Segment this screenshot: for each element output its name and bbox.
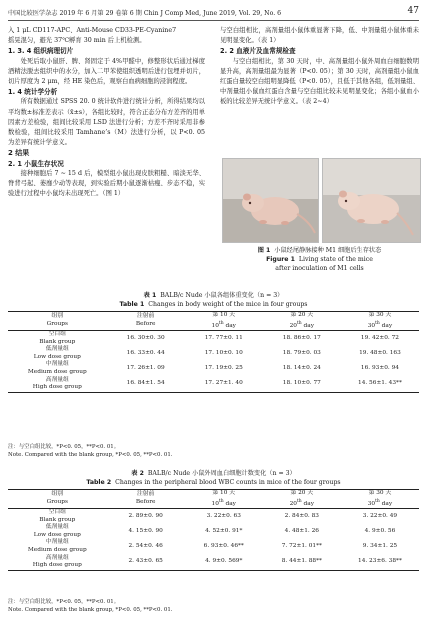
value-cell: 4. 9±0. 56 xyxy=(364,528,396,535)
table2-label-en: Table 2 xyxy=(86,478,112,486)
value-cell: 14. 56±1. 43** xyxy=(358,380,402,387)
table-header-cell: 注射前 Before xyxy=(135,313,156,328)
paragraph-2-1: 接种细胞后 7 ~ 15 d 后，模型组小鼠出现皮肤粗糙、暗淡无华、脊背弓起、萎靡少动等表现，到实验后期小鼠逐渐枯瘦、步态不稳，实验进行过程中小鼠均未出现死亡。（图 1） xyxy=(8,169,205,198)
value-cell: 6. 93±0. 46** xyxy=(203,543,244,550)
value-cell: 8. 44±1. 88** xyxy=(281,558,322,565)
section-heading-2: 2 结果 xyxy=(8,149,30,158)
value-cell: 14. 23±6. 38** xyxy=(358,558,402,565)
value-cell: 16. 30±0. 30 xyxy=(126,334,165,341)
figure-photo-left xyxy=(222,158,319,243)
table1 xyxy=(8,311,419,393)
table-row xyxy=(8,346,419,361)
table1-note xyxy=(8,444,419,459)
value-cell: 16. 33±0. 44 xyxy=(126,350,165,357)
running-header xyxy=(8,6,419,20)
table1-note-cn: 注：与空白组比较，*P<0. 05，**P<0. 01。 xyxy=(8,444,120,450)
mouse-photo-image xyxy=(323,159,420,242)
right-column xyxy=(220,26,419,108)
table-row xyxy=(8,509,419,525)
table1-title-en: Changes in body weight of the mice in four groups xyxy=(148,300,308,308)
table-row xyxy=(8,555,419,571)
value-cell: 2. 84±0. 83 xyxy=(284,512,319,519)
table2-label-cn: 表 2 xyxy=(131,470,144,477)
text-line: 入 1 μL CD117-APC、Anti-Mouse CD33-PE-Cyanine7 xyxy=(8,27,177,34)
table-header-cell: 组别 Groups xyxy=(46,491,68,506)
value-cell: 3. 22±0. 63 xyxy=(206,512,241,519)
table-row xyxy=(8,361,419,376)
table2-note xyxy=(8,599,419,614)
value-cell: 16. 84±1. 54 xyxy=(126,380,165,387)
table1-note-en: Note. Compared with the blank group, *P<0. 05, **P<0. 01. xyxy=(8,451,173,458)
group-cell: 低剂量组 Low dose group xyxy=(33,524,81,538)
mouse-photo-image xyxy=(223,159,318,242)
table-header-cell: 第 10 天 10th day xyxy=(211,312,236,329)
value-cell: 7. 72±1. 01** xyxy=(281,543,322,550)
section-heading-2-2: 2. 2 血液片及血常规检查 xyxy=(220,47,296,56)
table2-note-cn: 注：与空白组比较，*P<0. 05，**P<0. 01。 xyxy=(8,599,120,605)
journal-header: 中国比较医学杂志 2019 年 6 月第 29 卷第 6 期 Chin J Comp Med, June 2019, Vol. 29, No. 6 xyxy=(8,10,282,17)
table2-note-en: Note. Compared with the blank group, *P<0. 05, **P<0. 01. xyxy=(8,606,173,613)
group-cell: 中剂量组 Medium dose group xyxy=(27,361,87,376)
value-cell: 3. 22±0. 49 xyxy=(362,512,398,519)
table2-caption xyxy=(8,470,419,487)
value-cell: 18. 14±0. 24 xyxy=(282,365,321,372)
table-header-cell: 第 20 天 20th day xyxy=(289,312,315,329)
value-cell: 4. 52±0. 91* xyxy=(205,528,243,535)
left-column xyxy=(8,26,205,199)
table-row xyxy=(8,539,419,554)
value-cell: 2. 43±0. 65 xyxy=(128,558,163,565)
paragraph-1-4: 所有数据通过 SPSS 20. 0 统计软件进行统计分析，所得结果均以平均数±标准差表示（x̄±s），各组比较时，符合正态分布方差齐的用单因素方差检验，组间比较采用 LSD 法进行分析；方差不齐时采用非参数检验，组间比较采用 Tamhane’s（M）法进行分析，以 P<0. 05 为差异有统计学意义。 xyxy=(8,98,205,147)
figure-title-cn: 小鼠经尾静脉接种 M1 细胞后生存状态 xyxy=(274,247,382,254)
value-cell: 18. 10±0. 77 xyxy=(282,380,321,387)
table-header-cell: 第 10 天 10th day xyxy=(211,490,236,507)
value-cell: 17. 27±1. 40 xyxy=(204,380,243,387)
table2-title-en: Changes in the peripheral blood WBC counts in mice of the four groups xyxy=(115,478,341,486)
value-cell: 17. 26±1. 09 xyxy=(126,365,165,372)
table-row xyxy=(8,524,419,539)
value-cell: 2. 89±0. 90 xyxy=(128,512,163,519)
figure-title-en-2: after inoculation of M1 cells xyxy=(275,265,364,272)
value-cell: 2. 54±0. 46 xyxy=(128,543,163,550)
group-cell: 空白组 Blank group xyxy=(39,509,76,523)
value-cell: 16. 93±0. 94 xyxy=(360,365,399,372)
group-cell: 低剂量组 Low dose group xyxy=(33,346,81,360)
figure-label-en: Figure 1 xyxy=(266,256,295,263)
paragraph-continued: 与空白组相比，高剂量组小鼠体重显著下降，低、中剂量组小鼠体重未见明显变化。（表 1） xyxy=(220,27,419,45)
section-heading-1-4: 1. 4 统计学分析 xyxy=(8,88,58,97)
value-cell: 19. 48±0. 163 xyxy=(359,350,401,357)
section-heading-1-3-4: 1. 3. 4 组织病理切片 xyxy=(8,47,74,56)
value-cell: 17. 77±0. 11 xyxy=(204,334,243,341)
table1-label-en: Table 1 xyxy=(119,300,145,308)
table1-title-cn: BALB/c Nude 小鼠各组体重变化（n = 3） xyxy=(160,292,284,299)
paragraph-2-2: 与空白组相比，第 30 天时，中、高剂量组小鼠外周血白细胞数明显升高，高剂量组最为显著（P<0. 05）；第 30 天时，高剂量组小鼠血红蛋白量较空白组明显降低（P<0. 05），且低于其他各组，低剂量组、中剂量组小鼠血红蛋白含量与空白组比较未见明显变化；各组小鼠血小板的比较差异无统计学意义。（表 2~4） xyxy=(220,57,419,106)
value-cell: 4. 9±0. 569* xyxy=(205,558,243,565)
value-cell: 18. 79±0. 03 xyxy=(282,350,321,357)
table1-label-cn: 表 1 xyxy=(143,292,157,299)
table-header-cell: 组别 Groups xyxy=(46,313,68,328)
table-header-cell: 第 20 天 20th day xyxy=(289,490,315,507)
table-header-cell: 第 30 天 30th day xyxy=(367,312,393,329)
section-heading-2-1: 2. 1 小鼠生存状况 xyxy=(8,159,64,168)
table-row xyxy=(8,331,419,347)
value-cell: 17. 19±0. 25 xyxy=(204,365,243,372)
value-cell: 18. 86±0. 17 xyxy=(282,334,321,341)
value-cell: 17. 10±0. 10 xyxy=(204,350,243,357)
value-cell: 4. 48±1. 26 xyxy=(284,528,319,535)
table-row xyxy=(8,377,419,393)
page-number: 47 xyxy=(407,6,419,16)
value-cell: 4. 15±0. 90 xyxy=(128,528,163,535)
group-cell: 高剂量组 High dose group xyxy=(32,554,82,569)
text-line: 摇晃混匀，避光 37℃孵育 30 min 后上机检测。 xyxy=(8,37,146,45)
table2-title-cn: BALB/c Nude 小鼠外周血白细胞计数变化（n = 3） xyxy=(147,470,296,477)
header-rule xyxy=(8,20,419,21)
table2 xyxy=(8,489,419,571)
figure-label-cn: 图 1 xyxy=(257,247,271,254)
table-header-cell: 注射前 Before xyxy=(135,491,156,506)
paragraph-1-3-4: 处死后取小鼠肝、脾、肾固定于 4%甲醛中，修整形状后通过梯度酒精法脱去组织中的水分，加入二甲苯使组织透明后进行包埋并切片，切片厚度为 2 μm，经 HE 染色后，观察白血病细胞的浸润程度。 xyxy=(8,57,205,86)
table2-header-row xyxy=(8,490,419,509)
figure-photo-right xyxy=(322,158,421,243)
group-cell: 空白组 Blank group xyxy=(39,331,76,345)
group-cell: 高剂量组 High dose group xyxy=(32,376,82,391)
figure-title-en-1: Living state of the mice xyxy=(298,256,373,263)
value-cell: 9. 34±1. 25 xyxy=(362,543,398,550)
table1-caption xyxy=(8,292,419,309)
table1-header-row xyxy=(8,312,419,331)
table-header-cell: 第 30 天 30th day xyxy=(367,490,393,507)
group-cell: 中剂量组 Medium dose group xyxy=(27,539,87,554)
value-cell: 19. 42±0. 72 xyxy=(360,334,399,341)
figure-caption xyxy=(220,246,419,273)
